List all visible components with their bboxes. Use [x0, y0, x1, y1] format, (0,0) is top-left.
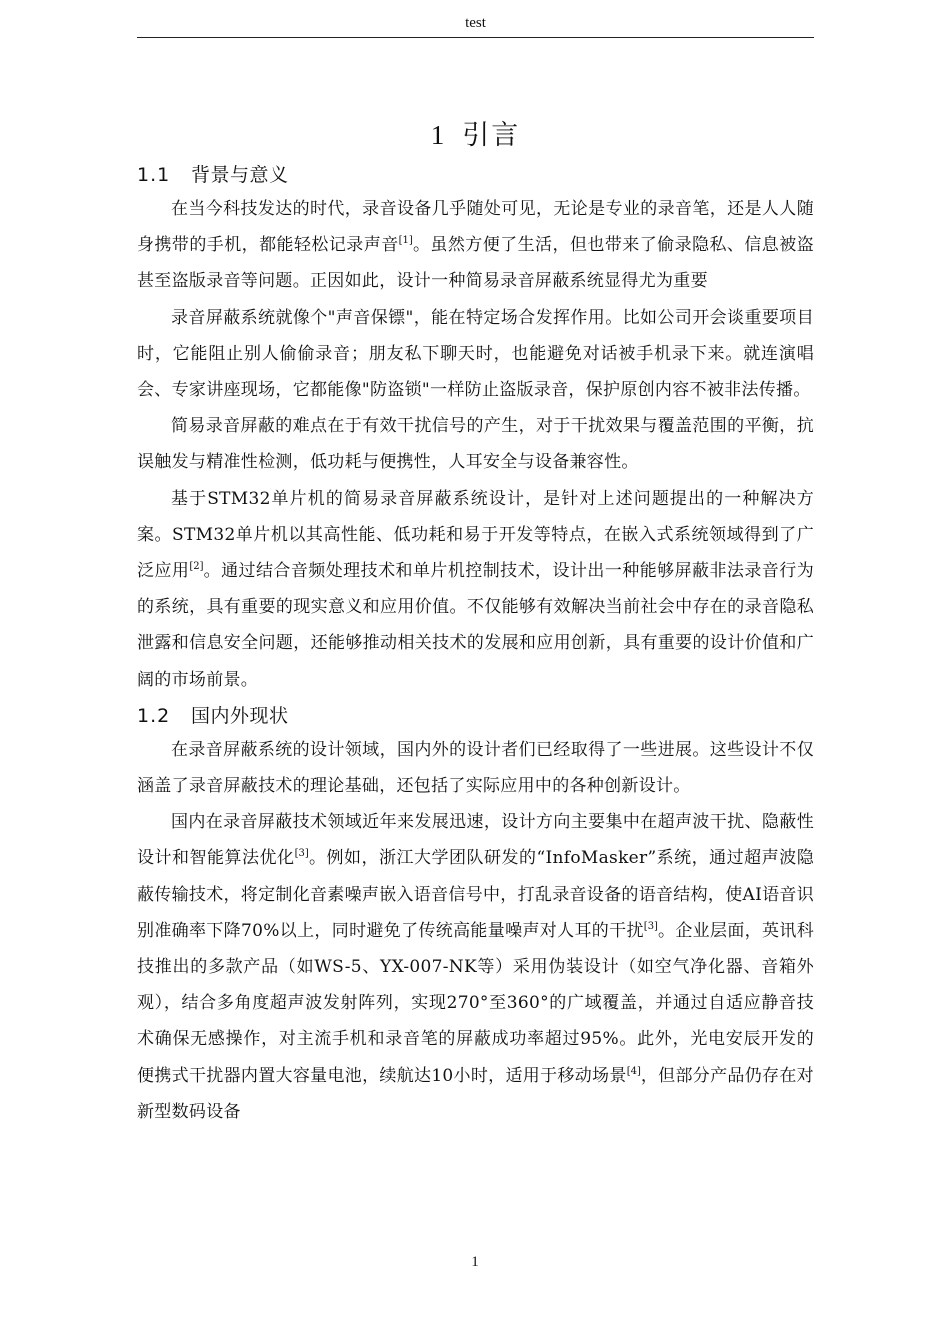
page-number: 1 [471, 1254, 479, 1270]
citation-ref: [1] [398, 235, 413, 247]
paragraph-2: 录音屏蔽系统就像个"声音保镖"，能在特定场合发挥作用。比如公司开会谈重要项目时，它能阻止别人偷偷录音；朋友私下聊天时，也能避免对话被手机录下来。就连演唱会、专家讲座现场，它都能像"防盗锁"一样防止盗版录音，保护原创内容不被非法传播。 [137, 307, 814, 401]
paragraph-4 [137, 481, 814, 698]
paragraph-text: 国内在录音屏蔽技术领域近年来发展迅速，设计方向主要集中在超声波干扰、隐蔽性设计和智能算法优化 [137, 812, 814, 869]
citation-ref: [2] [189, 561, 204, 573]
paragraph-5: 在录音屏蔽系统的设计领域，国内外的设计者们已经取得了一些进展。这些设计不仅涵盖了录音屏蔽技术的理论基础，还包括了实际应用中的各种创新设计。 [137, 739, 814, 797]
section-heading-1-1 [137, 159, 814, 191]
chapter-number: 1 [430, 120, 445, 150]
paragraph-text: 。通过结合音频处理技术和单片机控制技术，设计出一种能够屏蔽非法录音行为的系统，具有重要的现实意义和应用价值。不仅能够有效解决当前社会中存在的录音隐私泄露和信息安全问题，还能够推动相关技术的发展和应用创新，具有重要的设计价值和广阔的市场前景。 [137, 561, 814, 690]
section-title: 背景与意义 [191, 164, 289, 186]
citation-ref: [4] [626, 1065, 641, 1077]
paragraph-text: 在当今科技发达的时代，录音设备几乎随处可见，无论是专业的录音笔，还是人人随身携带的手机，都能轻松记录声音 [137, 199, 814, 256]
section-heading-1-2 [137, 700, 814, 732]
paragraph-text: 基于STM32单片机的简易录音屏蔽系统设计，是针对上述问题提出的一种解决方案。STM32单片机以其高性能、低功耗和易于开发等特点，在嵌入式系统领域得到了广泛应用 [137, 488, 814, 582]
section-number: 1.2 [137, 704, 171, 727]
paragraph-3: 简易录音屏蔽的难点在于有效干扰信号的产生，对于干扰效果与覆盖范围的平衡，抗误触发与精准性检测，低功耗与便携性，人耳安全与设备兼容性。 [137, 416, 814, 473]
chapter-title: 引言 [462, 120, 521, 151]
paragraph-text: 。企业层面，英讯科技推出的多款产品（如WS-5、YX-007-NK等）采用伪装设计（如空气净化器、音箱外观），结合多角度超声波发射阵列，实现270°至360°的广域覆盖，并通过自适应静音技术确保无感操作，对主流手机和录音笔的屏蔽成功率超过95%。此外，光电安辰开发的便携式干扰器内置大容量电池，续航达10小时，适用于移动场景 [137, 920, 814, 1086]
page-header [137, 13, 814, 38]
citation-ref: [3] [294, 848, 309, 860]
paragraph-6 [137, 804, 814, 1130]
chapter-heading [137, 111, 814, 159]
paragraph-text: 。虽然方便了生活，但也带来了偷录隐私、信息被盗甚至盗版录音等问题。正因如此，设计一种简易录音屏蔽系统显得尤为重要 [137, 235, 814, 292]
citation-ref: [3] [643, 920, 658, 932]
header-title: test [465, 15, 486, 31]
section-title: 国内外现状 [191, 704, 289, 727]
paragraph-text: ，但部分产品仍存在对新型数码设备 [137, 1065, 814, 1122]
paragraph-text: 。例如，浙江大学团队研发的“InfoMasker”系统，通过超声波隐蔽传输技术，将定制化音素噪声嵌入语音信号中，打乱录音设备的语音结构，使AI语音识别准确率下降70%以上，同时避免了传统高能量噪声对人耳的干扰 [137, 848, 814, 941]
paragraph-1 [137, 191, 814, 300]
page-content [137, 111, 814, 1130]
section-number: 1.1 [137, 164, 171, 186]
